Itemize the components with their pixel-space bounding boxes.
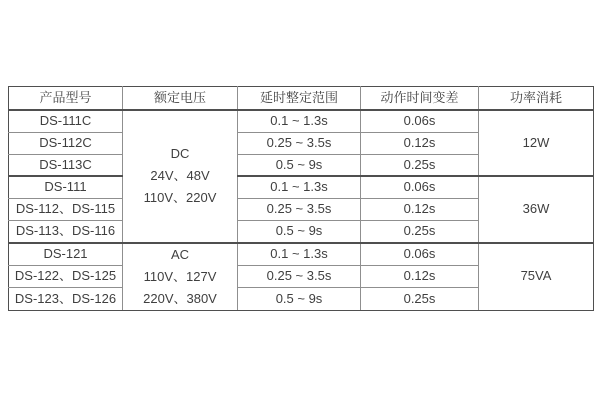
model-cell: DS-113C: [9, 154, 123, 176]
table-row: [9, 110, 594, 132]
variance-cell: 0.25s: [361, 154, 479, 176]
header-row: [9, 87, 594, 111]
header-cell-model: 产品型号: [9, 87, 123, 111]
voltage-cell-ac: [123, 243, 238, 311]
header-cell-rated-voltage: 额定电压: [123, 87, 238, 111]
variance-cell: 0.25s: [361, 288, 479, 311]
spec-table-container: [8, 86, 594, 311]
model-cell: DS-122、DS-125: [9, 265, 123, 288]
model-cell: DS-113、DS-116: [9, 221, 123, 243]
table-row: [9, 176, 594, 198]
voltage-values-line: 220V、380V: [143, 290, 217, 306]
delay-range-cell: 0.1 ~ 1.3s: [238, 110, 361, 132]
voltage-values-line: 24V、48V: [150, 168, 210, 184]
delay-range-cell: 0.1 ~ 1.3s: [238, 243, 361, 266]
variance-cell: 0.25s: [361, 221, 479, 243]
voltage-type-label: DC: [170, 146, 190, 162]
model-cell: DS-111C: [9, 110, 123, 132]
delay-range-cell: 0.5 ~ 9s: [238, 288, 361, 311]
voltage-type-label: AC: [170, 246, 190, 262]
variance-cell: 0.06s: [361, 110, 479, 132]
model-cell: DS-112C: [9, 132, 123, 154]
power-cell-12w: 12W: [479, 110, 594, 176]
variance-cell: 0.06s: [361, 176, 479, 198]
delay-range-cell: 0.25 ~ 3.5s: [238, 265, 361, 288]
delay-range-cell: 0.5 ~ 9s: [238, 154, 361, 176]
model-cell: DS-123、DS-126: [9, 288, 123, 311]
voltage-values-line: 110V、220V: [143, 190, 217, 206]
power-cell-36w: 36W: [479, 176, 594, 242]
voltage-values-line: 110V、127V: [143, 268, 217, 284]
delay-range-cell: 0.1 ~ 1.3s: [238, 176, 361, 198]
header-cell-power: 功率消耗: [479, 87, 594, 111]
relay-spec-table: [8, 86, 594, 311]
model-cell: DS-112、DS-115: [9, 198, 123, 220]
table-row: [9, 243, 594, 266]
header-cell-time-variance: 动作时间变差: [361, 87, 479, 111]
variance-cell: 0.12s: [361, 132, 479, 154]
variance-cell: 0.06s: [361, 243, 479, 266]
variance-cell: 0.12s: [361, 198, 479, 220]
voltage-cell-dc: [123, 110, 238, 243]
model-cell: DS-111: [9, 176, 123, 198]
power-cell-75va: 75VA: [479, 243, 594, 311]
header-cell-delay-range: 延时整定范围: [238, 87, 361, 111]
delay-range-cell: 0.25 ~ 3.5s: [238, 132, 361, 154]
delay-range-cell: 0.25 ~ 3.5s: [238, 198, 361, 220]
delay-range-cell: 0.5 ~ 9s: [238, 221, 361, 243]
variance-cell: 0.12s: [361, 265, 479, 288]
model-cell: DS-121: [9, 243, 123, 266]
